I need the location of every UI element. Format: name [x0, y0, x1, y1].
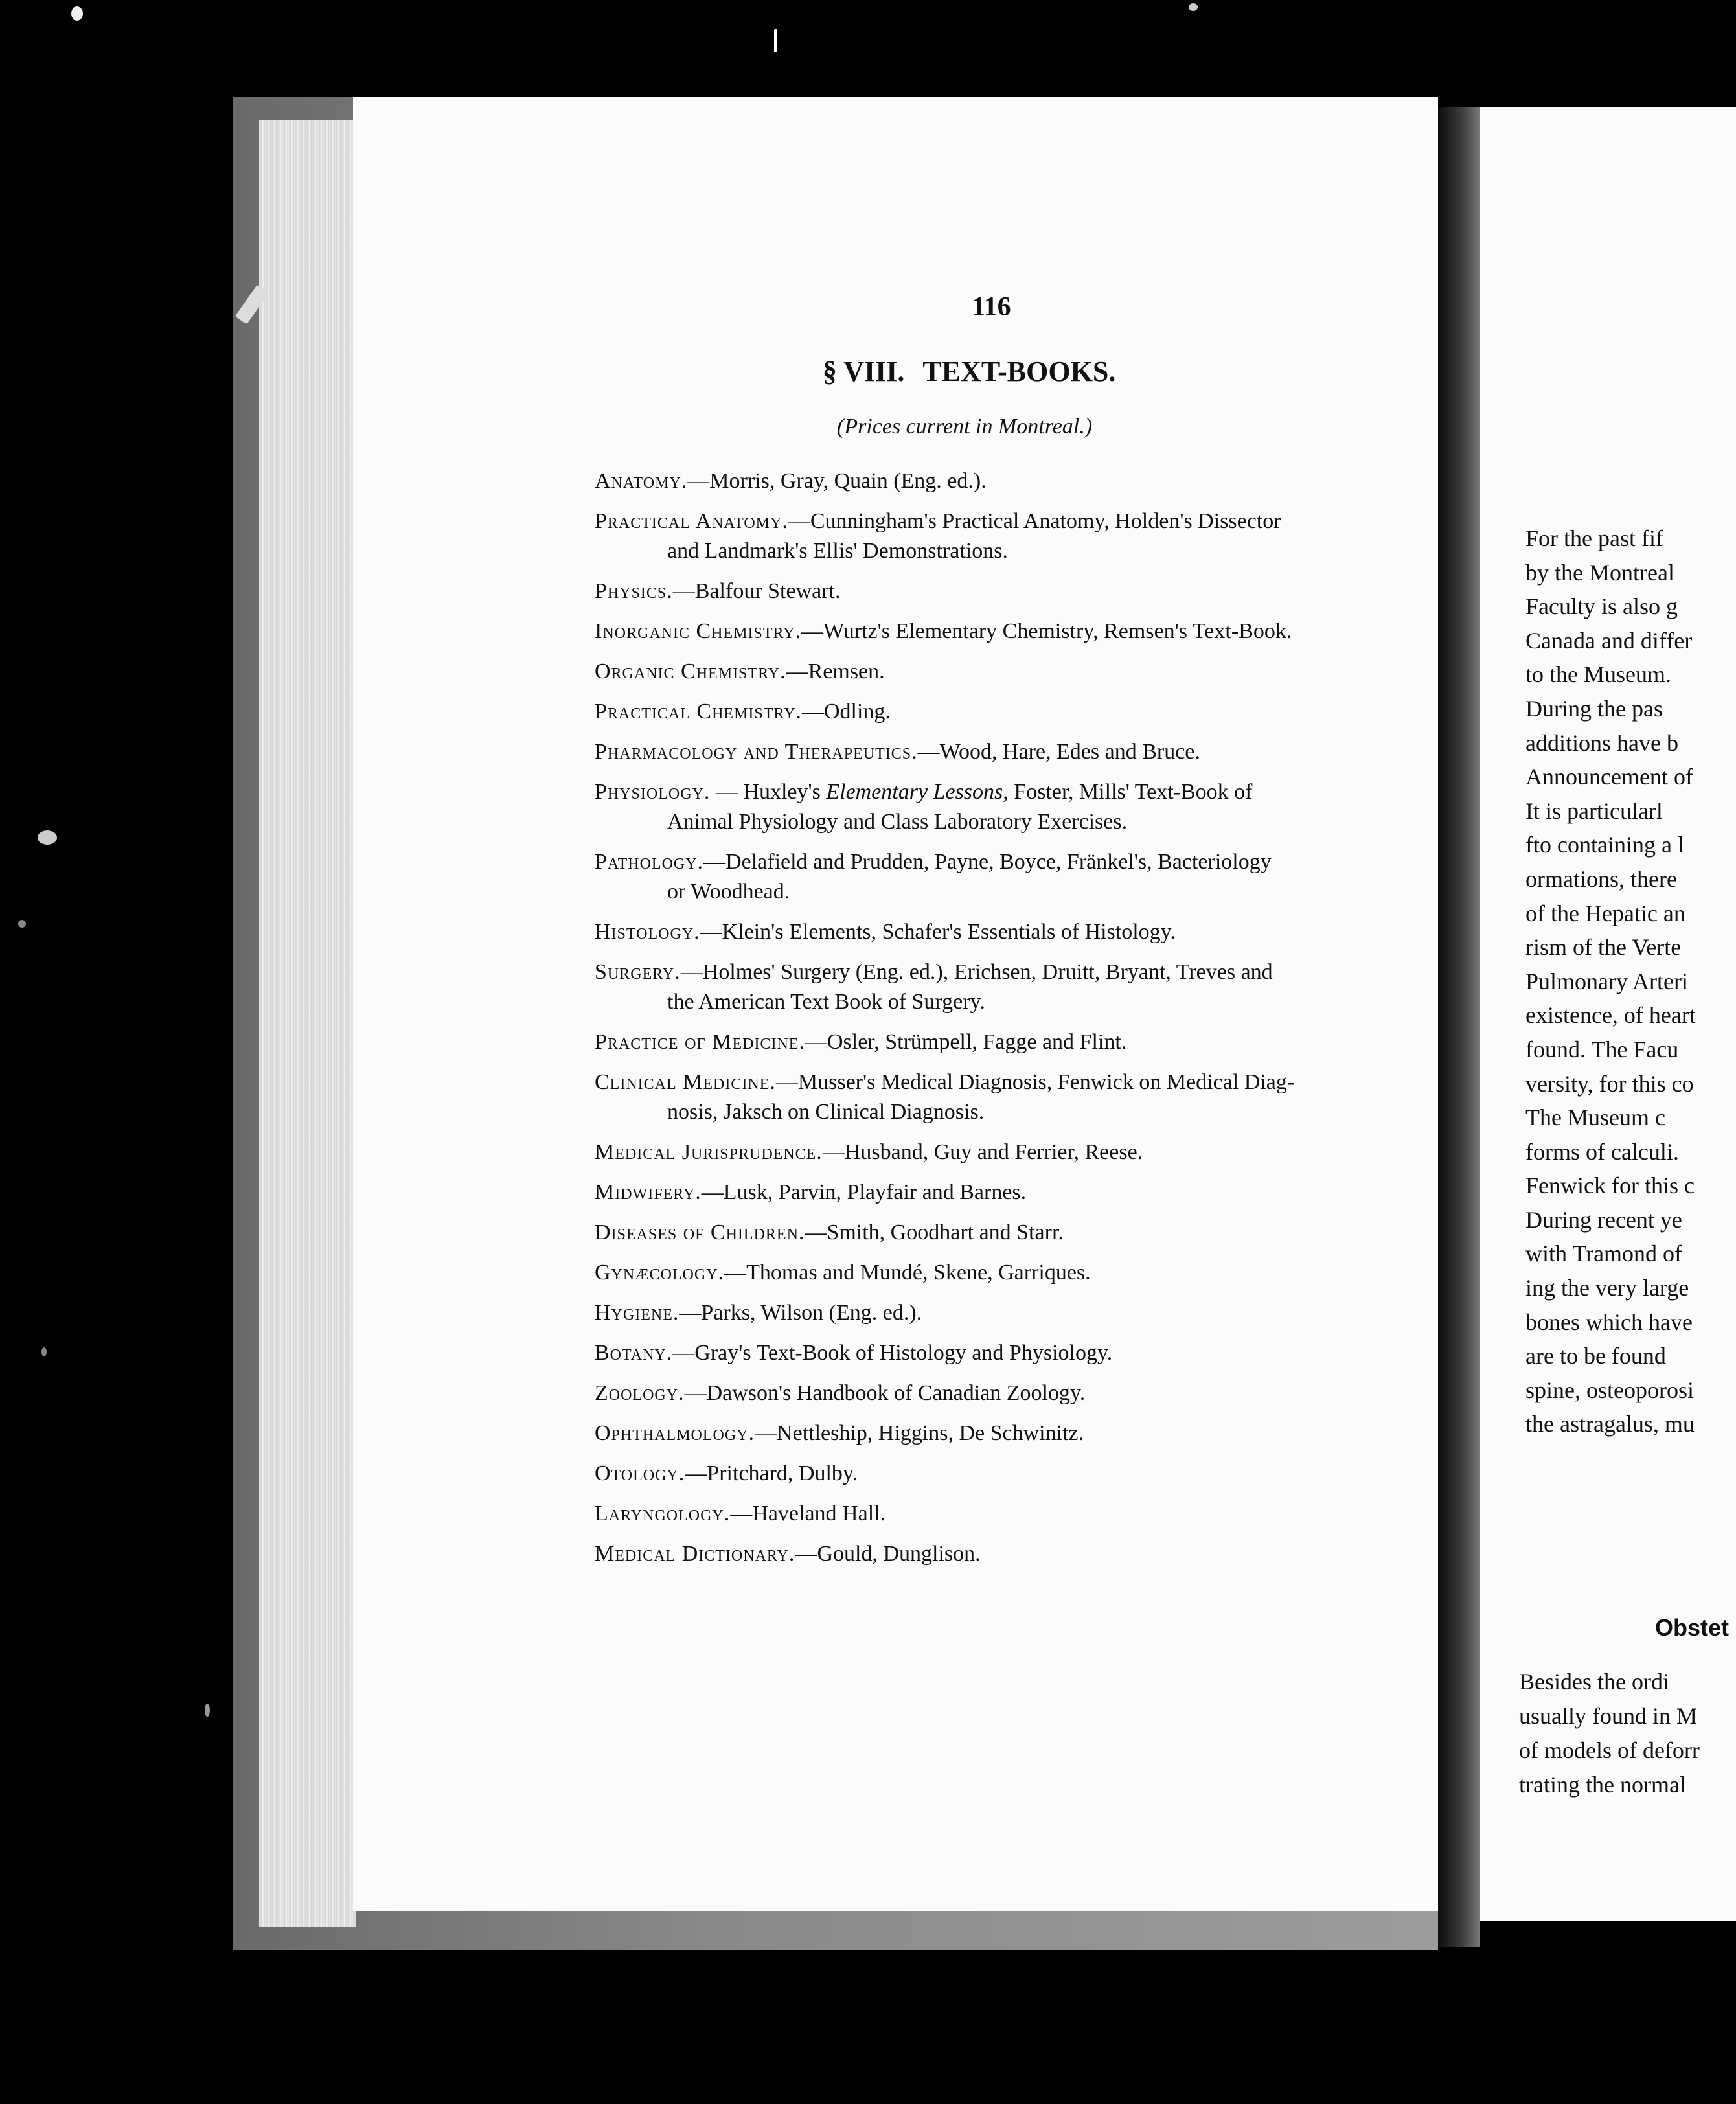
entry-subject: Laryngology. [595, 1502, 731, 1526]
right-page-line: Faculty is also g [1525, 593, 1678, 620]
entry-text: —Osler, Strümpell, Fagge and Flint. [805, 1030, 1127, 1054]
textbook-entry [595, 1258, 1424, 1288]
right-page-line: Fenwick for this c [1525, 1172, 1695, 1199]
entry-text: —Remsen. [786, 659, 885, 683]
prices-note: (Prices current in Montreal.) [837, 415, 1093, 439]
textbook-entry [595, 1378, 1424, 1408]
textbook-entry [595, 617, 1424, 646]
right-page-line: the astragalus, mu [1525, 1411, 1695, 1437]
textbook-entry [595, 847, 1424, 907]
entry-text: —Thomas and Mundé, Skene, Garriques. [724, 1261, 1091, 1285]
textbook-entry [595, 697, 1424, 727]
dust-speck [205, 1704, 210, 1717]
right-page-line: Announcement of [1525, 764, 1693, 790]
right-page-line: forms of calculi. [1525, 1138, 1679, 1165]
entry-continuation: or Woodhead. [667, 880, 790, 904]
entry-subject: Inorganic Chemistry. [595, 619, 802, 643]
entry-text: —Dawson's Handbook of Canadian Zoology. [684, 1381, 1086, 1405]
entry-text: —Haveland Hall. [730, 1502, 886, 1526]
entry-subject: Hygiene. [595, 1301, 680, 1325]
textbook-entry [595, 737, 1424, 767]
entry-text: —Delafield and Prudden, Payne, Boyce, Fränkel's, Bacteriology [703, 850, 1272, 874]
section-heading [823, 355, 1115, 388]
entry-continuation: nosis, Jaksch on Clinical Diagnosis. [667, 1100, 985, 1124]
right-page-line: Pulmonary Arteri [1525, 968, 1688, 994]
entry-subject: Botany. [595, 1341, 673, 1365]
right-page-line: Besides the ordi [1519, 1669, 1669, 1695]
textbook-list [595, 466, 1424, 1579]
entry-text: Elementary Lessons, [826, 780, 1009, 804]
section-number: § VIII. [823, 356, 905, 387]
entry-text: — Huxley's [710, 780, 827, 804]
textbook-entry [595, 1459, 1424, 1489]
entry-continuation: and Landmark's Ellis' Demonstrations. [667, 539, 1008, 563]
entry-text: —Parks, Wilson (Eng. ed.). [679, 1301, 922, 1325]
entry-subject: Zoology. [595, 1381, 685, 1405]
right-page-line: For the past fif [1525, 525, 1663, 551]
entry-text: —Wurtz's Elementary Chemistry, Remsen's Text-Book. [801, 619, 1292, 643]
textbook-entry [595, 1068, 1424, 1127]
dust-speck [41, 1347, 47, 1356]
textbook-entry [595, 1539, 1424, 1569]
textbook-entry [595, 1499, 1424, 1529]
entry-subject: Practical Chemistry. [595, 700, 802, 724]
dust-speck [38, 830, 57, 845]
right-page-line: are to be found [1525, 1343, 1666, 1369]
entry-subject: Medical Jurisprudence. [595, 1140, 823, 1164]
right-page-line: fto containing a l [1525, 832, 1684, 858]
textbook-entry [595, 917, 1424, 947]
entry-subject: Clinical Medicine. [595, 1070, 776, 1094]
right-page-line: to the Museum. [1525, 661, 1671, 688]
entry-text: —Husband, Guy and Ferrier, Reese. [822, 1140, 1143, 1164]
right-page-line: with Tramond of [1525, 1241, 1683, 1267]
textbook-entry [595, 1138, 1424, 1167]
right-page-line: by the Montreal [1525, 559, 1674, 586]
dust-speck [1189, 3, 1198, 11]
right-page-line: Canada and differ [1525, 627, 1693, 654]
entry-continuation: Animal Physiology and Class Laboratory Exercises. [667, 810, 1128, 834]
entry-text: —Lusk, Parvin, Playfair and Barnes. [701, 1180, 1027, 1204]
entry-subject: Organic Chemistry. [595, 659, 786, 683]
right-page-paragraphs [1525, 521, 1736, 1441]
entry-text: —Wood, Hare, Edes and Bruce. [917, 740, 1200, 764]
textbook-entry [595, 1298, 1424, 1328]
right-page-line: found. The Facu [1525, 1036, 1679, 1062]
entry-subject: Medical Dictionary. [595, 1542, 795, 1566]
entry-text: Foster, Mills' Text-Book of [1008, 780, 1253, 804]
textbook-entry [595, 657, 1424, 687]
entry-subject: Midwifery. [595, 1180, 702, 1204]
dust-speck [18, 920, 26, 928]
entry-text: —Morris, Gray, Quain (Eng. ed.). [687, 469, 987, 493]
textbook-entry [595, 577, 1424, 606]
entry-subject: Practice of Medicine. [595, 1030, 805, 1054]
right-page-line: During recent ye [1525, 1206, 1682, 1233]
right-page-line: rism of the Verte [1525, 934, 1682, 961]
dust-speck [774, 29, 777, 52]
book-gutter [1438, 107, 1480, 1947]
entry-text: —Odling. [801, 700, 891, 724]
entry-subject: Physiology. [595, 780, 711, 804]
right-page-line: ing the very large [1525, 1275, 1689, 1301]
entry-text: —Holmes' Surgery (Eng. ed.), Erichsen, Druitt, Bryant, Treves and [680, 960, 1273, 984]
right-page [1480, 107, 1736, 1921]
textbook-entry [595, 777, 1424, 837]
right-page-line: versity, for this co [1525, 1070, 1694, 1097]
entry-subject: Diseases of Children. [595, 1220, 805, 1244]
right-page-line: of models of deforr [1519, 1737, 1700, 1763]
entry-subject: Physics. [595, 579, 673, 603]
section-title: TEXT-BOOKS. [922, 356, 1116, 387]
entry-subject: Otology. [595, 1461, 685, 1485]
right-page-line: bones which have [1525, 1309, 1693, 1335]
entry-text: —Klein's Elements, Schafer's Essentials of Histology. [700, 920, 1176, 944]
entry-text: —Pritchard, Dulby. [685, 1461, 858, 1485]
entry-text: —Nettleship, Higgins, De Schwinitz. [755, 1421, 1084, 1445]
entry-subject: Histology. [595, 920, 700, 944]
entry-text: —Smith, Goodhart and Starr. [805, 1220, 1064, 1244]
textbook-entry [595, 1338, 1424, 1368]
right-page-line: ormations, there [1525, 865, 1677, 892]
right-page-line: existence, of heart [1525, 1002, 1696, 1029]
textbook-entry [595, 466, 1424, 496]
entry-subject: Practical Anatomy. [595, 509, 788, 533]
textbook-entry [595, 1178, 1424, 1207]
textbook-entry [595, 507, 1424, 566]
entry-text: —Gray's Text-Book of Histology and Physiology. [672, 1341, 1113, 1365]
dust-speck [71, 6, 83, 21]
entry-subject: Pathology. [595, 850, 704, 874]
textbook-entry [595, 1419, 1424, 1448]
right-page-heading: Obstet [1655, 1614, 1730, 1641]
entry-subject: Pharmacology and Therapeutics. [595, 740, 918, 764]
entry-subject: Gynæcology. [595, 1261, 725, 1285]
right-page-line: additions have b [1525, 729, 1678, 756]
textbook-entry [595, 957, 1424, 1017]
right-page-line: spine, osteoporosi [1525, 1377, 1694, 1403]
right-page-paragraphs-b [1519, 1665, 1736, 1802]
page-number: 116 [972, 292, 1011, 322]
right-page-line: During the pas [1525, 695, 1663, 722]
entry-subject: Anatomy. [595, 469, 688, 493]
right-page-line: trating the normal [1519, 1772, 1686, 1798]
page-edges [259, 120, 356, 1927]
entry-text: —Gould, Dunglison. [795, 1542, 981, 1566]
right-page-line: The Museum c [1525, 1104, 1665, 1131]
entry-text: —Balfour Stewart. [672, 579, 841, 603]
entry-text: —Cunningham's Practical Anatomy, Holden's Dissector [788, 509, 1281, 533]
entry-subject: Surgery. [595, 960, 681, 984]
textbook-entry [595, 1027, 1424, 1057]
right-page-line: It is particularl [1525, 797, 1663, 824]
entry-continuation: the American Text Book of Surgery. [667, 990, 985, 1014]
right-page-line: usually found in M [1519, 1703, 1697, 1729]
textbook-entry [595, 1218, 1424, 1248]
entry-subject: Ophthalmology. [595, 1421, 755, 1445]
entry-text: —Musser's Medical Diagnosis, Fenwick on Medical Diag- [775, 1070, 1295, 1094]
right-page-line: of the Hepatic an [1525, 900, 1685, 926]
